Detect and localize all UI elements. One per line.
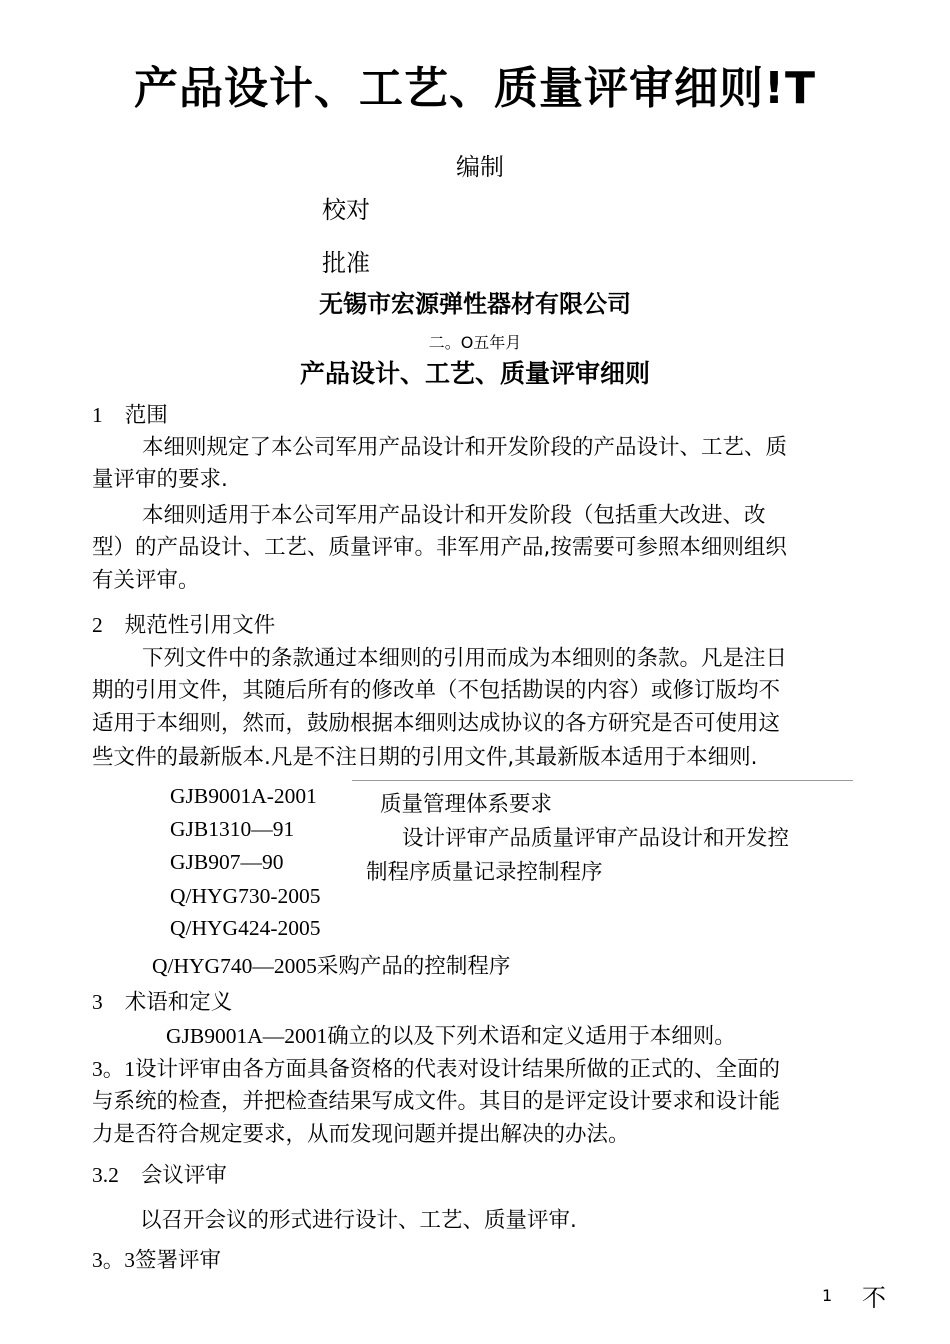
section-1-heading xyxy=(92,398,168,429)
reference-code: Q/HYG740—2005 xyxy=(152,954,317,978)
paragraph-line: 下列文件中的条款通过本细则的引用而成为本细则的条款。凡是注日 xyxy=(142,646,788,671)
proof-label: 校对 xyxy=(322,196,370,224)
definition-3-1 xyxy=(92,1052,780,1083)
reference-title: 设计评审产品质量评审产品设计和开发控 xyxy=(402,826,790,851)
definition-title: 签署评审 xyxy=(135,1248,222,1273)
paragraph-line: 与系统的检查，并把检查结果写成文件。其目的是评定设计要求和设计能 xyxy=(92,1089,781,1114)
paragraph-line: 有关评审。 xyxy=(92,568,200,593)
reference-code: Q/HYG730-2005 xyxy=(170,884,321,908)
section-title: 术语和定义 xyxy=(124,990,233,1015)
definition-3-2 xyxy=(92,1158,227,1189)
approve-label: 批准 xyxy=(322,249,370,277)
reference-code: Q/HYG424-2005 xyxy=(170,916,321,940)
paragraph-line: 量评审的要求. xyxy=(92,467,228,492)
section-number: 1 xyxy=(92,403,103,427)
reference-code: GJB1310—91 xyxy=(170,817,295,841)
definition-number: 3。3 xyxy=(92,1248,136,1272)
company-name: 无锡市宏源弹性器材有限公司 xyxy=(319,290,631,318)
paragraph-line: 以召开会议的形式进行设计、工艺、质量评审. xyxy=(140,1208,577,1233)
paragraph-line: 本细则规定了本公司军用产品设计和开发阶段的产品设计、工艺、质 xyxy=(142,435,788,460)
definition-number: 3.2 xyxy=(92,1163,119,1187)
definition-text: 设计评审由各方面具备资格的代表对设计结果所做的正式的、全面的 xyxy=(135,1057,781,1082)
section-title: 范围 xyxy=(124,403,168,428)
reference-code: GJB9001A—2001 xyxy=(166,1024,328,1048)
reference-last xyxy=(152,949,510,980)
section-3-heading xyxy=(92,985,232,1016)
reference-title: 采购产品的控制程序 xyxy=(316,954,511,979)
definition-intro xyxy=(166,1019,736,1050)
main-title: 产品设计、工艺、质量评审细则!T xyxy=(133,63,817,114)
reference-title: 质量管理体系要求 xyxy=(380,792,553,817)
paragraph-line: 力是否符合规定要求，从而发现问题并提出解决的办法。 xyxy=(92,1122,630,1147)
paragraph-line: 适用于本细则，然而，鼓励根据本细则达成协议的各方研究是否可使用这 xyxy=(92,711,781,736)
section-title: 规范性引用文件 xyxy=(124,613,276,638)
definition-3-3 xyxy=(92,1243,221,1274)
reference-code: GJB907—90 xyxy=(170,850,284,874)
section-number: 2 xyxy=(92,613,103,637)
section-2-heading xyxy=(92,608,275,639)
document-title: 产品设计、工艺、质量评审细则 xyxy=(299,359,650,388)
reference-code: GJB9001A-2001 xyxy=(170,784,317,808)
footer-mark: 不 xyxy=(862,1284,886,1312)
reference-divider xyxy=(352,780,853,781)
definition-number: 3。1 xyxy=(92,1057,136,1081)
page-number: 1 xyxy=(822,1286,833,1305)
paragraph-line: 些文件的最新版本.凡是不注日期的引用文件,其最新版本适用于本细则. xyxy=(92,745,758,770)
paragraph-line: 本细则适用于本公司军用产品设计和开发阶段（包括重大改进、改 xyxy=(142,503,766,528)
document-date: 二。O五年月 xyxy=(428,333,522,352)
section-number: 3 xyxy=(92,990,103,1014)
intro-text: 确立的以及下列术语和定义适用于本细则。 xyxy=(327,1024,736,1049)
reference-title: 制程序质量记录控制程序 xyxy=(366,860,603,885)
definition-title: 会议评审 xyxy=(140,1163,227,1188)
paragraph-line: 期的引用文件，其随后所有的修改单（不包括勘误的内容）或修订版均不 xyxy=(92,678,781,703)
compile-label: 编制 xyxy=(456,153,504,181)
paragraph-line: 型）的产品设计、工艺、质量评审。非军用产品,按需要可参照本细则组织 xyxy=(92,535,787,560)
